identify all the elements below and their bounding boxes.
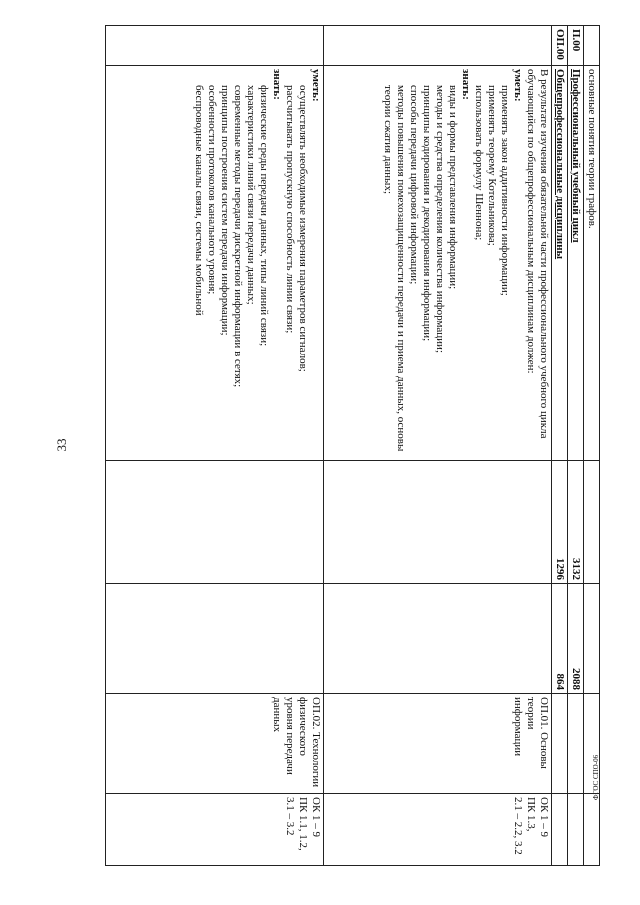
list-item: методы повышения помехозащищенности передачи и приема данных, основы теории сжатия данных; bbox=[382, 85, 407, 452]
list-item: способы передачи цифровой информации; bbox=[408, 85, 420, 285]
cell-index bbox=[106, 26, 324, 66]
competency-line: 2.1 – 2.2, 3.2 bbox=[512, 797, 524, 855]
cell-index bbox=[324, 26, 552, 66]
table-row bbox=[324, 26, 552, 866]
competency-line: ОК 1 – 9 bbox=[538, 797, 550, 838]
cell-content bbox=[106, 66, 324, 461]
list-item: методы и средства определения количества информации; bbox=[434, 85, 446, 354]
cell-max-load bbox=[584, 461, 600, 584]
cell-max-load: 1296 bbox=[552, 461, 568, 584]
page-number: 33 bbox=[54, 438, 69, 452]
table-row bbox=[552, 26, 568, 866]
competency-line: 3.1 – 3.2 bbox=[284, 797, 296, 836]
rotated-table-sheet bbox=[105, 25, 600, 865]
cell-max-load: 3132 bbox=[568, 461, 584, 584]
cell-index: П.00 bbox=[568, 26, 584, 66]
cell-competencies bbox=[552, 794, 568, 866]
cell-content: Профессиональный учебный цикл bbox=[568, 66, 584, 461]
skills-list bbox=[472, 69, 511, 457]
list-item: виды и формы представления информации; bbox=[447, 85, 459, 290]
cell-competencies bbox=[568, 794, 584, 866]
cell-competencies bbox=[106, 794, 324, 866]
cell-competencies bbox=[324, 794, 552, 866]
cell-discipline: ОП.02. Технологии физического уровня передачи данных bbox=[106, 694, 324, 794]
table-row bbox=[568, 26, 584, 866]
list-item: характеристики линий связи передачи данных; bbox=[245, 85, 257, 305]
intro-text: В результате изучения обязательной части профессионального учебного цикла обучающийся по общепрофессиональным дисциплинам должен: bbox=[525, 69, 550, 439]
list-item: использовать формулу Шеннона; bbox=[473, 85, 485, 241]
skills-list bbox=[283, 69, 309, 457]
cell-max-load bbox=[324, 461, 552, 584]
cell-mandatory-load: 2088 bbox=[568, 584, 584, 694]
cell-mandatory-load bbox=[106, 584, 324, 694]
cell-content: основные понятия теории графов. bbox=[584, 66, 600, 461]
cell-discipline bbox=[552, 694, 568, 794]
list-item: особенности протоколов канального уровня; bbox=[206, 85, 218, 295]
competency-line: ПК 1.1, 1.2, bbox=[297, 797, 309, 851]
list-item: современные методы передачи дискретной информации в сетях; bbox=[232, 85, 244, 388]
list-item: применять закон аддитивности информации; bbox=[499, 85, 511, 296]
footer-code: ФГОС СПО-06 bbox=[592, 754, 600, 800]
knowledge-list bbox=[192, 69, 270, 457]
cell-mandatory-load bbox=[324, 584, 552, 694]
list-item: физические среды передачи данных, типы линий связи; bbox=[258, 85, 270, 347]
cell-discipline: ОП.01. Основы теории информации bbox=[324, 694, 552, 794]
table-row bbox=[584, 26, 600, 866]
cell-discipline bbox=[568, 694, 584, 794]
list-item: принципы кодирования и декодирования информации; bbox=[421, 85, 433, 342]
knowledge-list bbox=[381, 69, 459, 457]
skills-heading: уметь: bbox=[310, 69, 322, 102]
cell-content: Общепрофессиональные дисциплины bbox=[552, 66, 568, 461]
curriculum-table bbox=[105, 25, 600, 866]
list-item: беспроводные каналы связи, системы мобильной bbox=[193, 85, 205, 316]
list-item: принципы построения систем передачи информации; bbox=[219, 85, 231, 336]
cell-index: ОП.00 bbox=[552, 26, 568, 66]
cell-index bbox=[584, 26, 600, 66]
cell-competencies bbox=[584, 794, 600, 866]
cell-mandatory-load: 864 bbox=[552, 584, 568, 694]
competency-line: ОК 1 – 9 bbox=[310, 797, 322, 838]
knowledge-heading: знать: bbox=[460, 69, 472, 100]
list-item: осуществлять необходимые измерения параметров сигналов; bbox=[297, 85, 309, 372]
cell-discipline bbox=[584, 694, 600, 794]
list-item: применять теорему Котельникова; bbox=[486, 85, 498, 246]
cell-content bbox=[324, 66, 552, 461]
cell-mandatory-load bbox=[584, 584, 600, 694]
knowledge-heading: знать: bbox=[271, 69, 283, 100]
competency-line: ПК 1.3, bbox=[525, 797, 537, 832]
skills-heading: уметь: bbox=[512, 69, 524, 102]
list-item: рассчитывать пропускную способность линии связи; bbox=[284, 85, 296, 334]
cell-max-load bbox=[106, 461, 324, 584]
table-row bbox=[106, 26, 324, 866]
